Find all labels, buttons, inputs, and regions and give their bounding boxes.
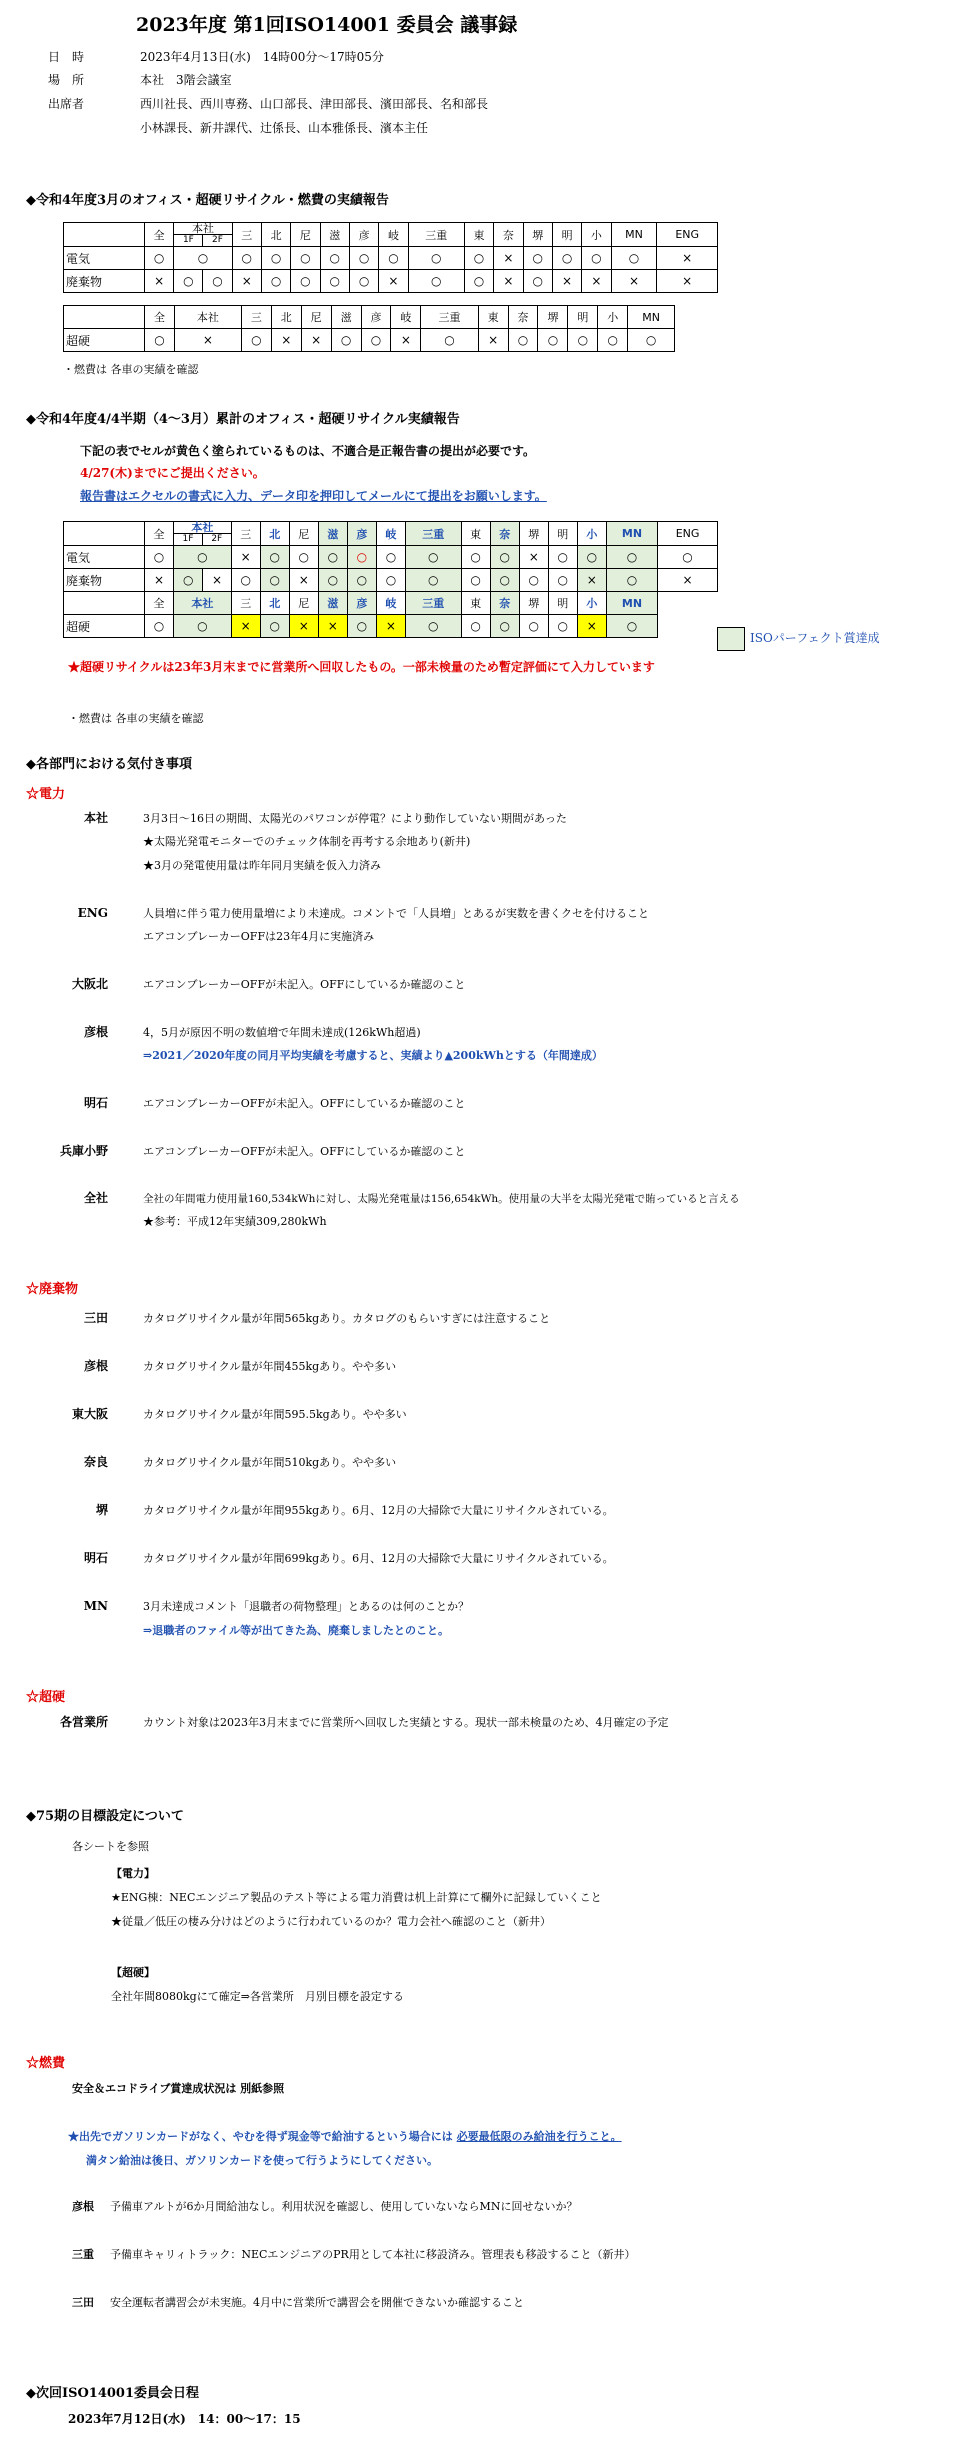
cell: ○ [347,615,376,638]
cell: ○ [548,615,577,638]
section4-line: ★従量／低圧の棲み分けはどのように行われているのか？電力会社へ確認のこと（新井） [111,1915,551,1928]
h: 岐 [376,522,405,546]
cell: × [289,569,318,592]
hb: 堺 [538,306,568,329]
cell: ○ [376,569,405,592]
h: 三 [231,592,260,615]
hb: 東 [478,306,508,329]
cell: ○ [260,546,289,569]
finding-line: ★3月の発電使用量は昨年同月実績を仮入力済み [143,859,381,872]
cell: × [301,329,331,352]
nenpi-heading: ☆燃費 [26,2056,66,2071]
h: 岐 [376,592,405,615]
s1-row-denki [64,247,718,270]
cell: ○ [548,546,577,569]
h-san: 三 [232,223,261,247]
hb: 岐 [391,306,421,329]
s1-row-haiki [64,270,718,293]
section4-ref: 各シートを参照 [72,1840,149,1853]
h: MN [606,592,657,615]
hb: 三重 [421,306,478,329]
dept-label: 三重 [72,2248,94,2261]
finding-line: エアコンブレーカーOFFが未記入。OFFにしているか確認のこと [143,1097,466,1110]
cell: × [657,270,718,293]
h-honsha-label: 本社 [191,222,214,235]
haikibutsu-heading: ☆廃棄物 [26,1282,79,1297]
cell: × [658,569,718,592]
dept-label: 大阪北 [71,977,108,991]
cell: × [145,270,174,293]
section1-heading: ◆令和4年度3月のオフィス・超硬リサイクル・燃費の実績報告 [26,193,389,208]
cell: ○ [461,615,490,638]
cell: × [231,546,260,569]
row-label: 廃棄物 [64,270,145,293]
cell: ○ [523,270,552,293]
cell: × [494,270,523,293]
h-mie: 三重 [408,223,464,247]
h: 尼 [289,592,318,615]
cell: ○ [318,546,347,569]
h: 尼 [289,522,318,546]
dept-label: 明石 [83,1551,108,1565]
cell: ○ [628,329,675,352]
empty [658,592,718,615]
cell: ○ [145,247,174,270]
empty [658,615,718,638]
h: 三重 [405,522,461,546]
h-akashi: 明 [552,223,581,247]
cell: ○ [611,247,657,270]
finding-line: 4，5月が原因不明の数値増で年間未達成(126kWh超過) [143,1026,421,1039]
meta-date-value: 2023年4月13日(水) 14時00分～17時05分 [140,50,384,64]
finding-line: エアコンブレーカーOFFが未記入。OFFにしているか確認のこと [143,1145,466,1158]
h: ENG [658,522,718,546]
s2-row-denki [64,546,718,569]
section4-line: ★ENG棟：NECエンジニア製品のテスト等による電力消費は机上計算にて欄外に記録していくこと [111,1891,602,1904]
section2-heading: ◆令和4年度4/4半期（4～3月）累計のオフィス・超硬リサイクル実績報告 [26,412,460,427]
h: 堺 [519,592,548,615]
finding-line: 3月未達成コメント「退職者の荷物整理」とあるのは何のことか？ [143,1600,469,1613]
next-meeting-date: 2023年7月12日(水) 14：00～17：15 [68,2412,301,2426]
nenpi-note-1a: ★出先でガソリンカードがなく、やむを得ず現金等で給油するという場合には [68,2130,457,2143]
h: 三重 [405,592,461,615]
h: 北 [260,522,289,546]
meta-date-label: 日 時 [48,50,85,64]
dept-label: 明石 [83,1096,108,1110]
cell: × [271,329,301,352]
finding-line: カタログリサイクル量が年間595.5kgあり。やや多い [143,1408,407,1421]
finding-line: ★参考：平成12年実績309,280kWh [143,1215,327,1228]
finding-line: カタログリサイクル量が年間510kgあり。やや多い [143,1456,397,1469]
hb: 全 [145,306,175,329]
h: 小 [577,522,606,546]
section4-chouko-label: 【超硬】 [111,1966,155,1979]
h: 明 [548,592,577,615]
dept-label: 彦根 [83,1025,108,1039]
section2-deadline: 4/27(木)までにご提出ください。 [80,466,265,480]
blank-label [64,592,145,615]
cell: × [494,247,523,270]
finding-line: 人員増に伴う電力使用量増により未達成。コメントで「人員増」とあるが実数を書くクセを付けること [143,907,649,920]
corner-cell [64,223,145,247]
row-label: 電気 [64,247,145,270]
nenpi-note-1 [68,2130,622,2144]
section2-instruction: 報告書はエクセルの書式に入力、データ印を押印してメールにて提出をお願いします。 [80,489,547,503]
cell: ○ [461,546,490,569]
cell: ○ [261,247,290,270]
cell: ○ [347,546,376,569]
dept-label: 彦根 [72,2200,94,2213]
cell: ○ [490,615,519,638]
cell: ○ [421,329,478,352]
dept-label: 三田 [72,2296,94,2309]
cell: ○ [658,546,718,569]
cell: ○ [464,270,493,293]
cell: ○ [405,615,461,638]
cell: ○ [145,615,174,638]
cell: × [582,270,611,293]
cell: ○ [606,569,657,592]
h-1f: 1F [174,534,203,545]
cell: ○ [552,247,581,270]
h: 三 [231,522,260,546]
cell: ○ [289,546,318,569]
h-nara: 奈 [494,223,523,247]
hb: 奈 [508,306,538,329]
cell: × [611,270,657,293]
section4-line: 全社年間8080kgにて確定⇒各営業所 月別目標を設定する [111,1990,404,2003]
h: 小 [577,592,606,615]
cell: ○ [490,546,519,569]
cell: ○ [405,546,461,569]
cell: ○ [582,247,611,270]
cell: ○ [598,329,628,352]
dept-label: 彦根 [83,1359,108,1373]
section1-table-b [63,305,675,352]
cell: ○ [519,569,548,592]
cell: × [519,546,548,569]
denryoku-heading: ☆電力 [26,787,66,802]
cell: ○ [232,247,261,270]
h-shiga: 滋 [320,223,349,247]
section1-note: ・燃費は 各車の実績を確認 [63,363,199,376]
cell: ○ [347,569,376,592]
cell: ○ [320,247,349,270]
cell: ○ [519,615,548,638]
s1-row-chouko [64,329,675,352]
cell: × [478,329,508,352]
cell: × [289,615,318,638]
section2-note: ・燃費は 各車の実績を確認 [68,712,204,725]
chouko-heading: ☆超硬 [26,1690,66,1705]
finding-line: カウント対象は2023年3月末までに営業所へ回収した実績とする。現状一部未検量のため、4月確定の予定 [143,1716,669,1729]
cell: × [577,569,606,592]
dept-label: 堺 [95,1503,108,1517]
row-label: 電気 [64,546,145,569]
finding-line: 予備車アルトが6か月間給油なし。利用状況を確認し、使用していないならMNに回せないか？ [110,2200,578,2213]
cell: ○ [361,329,391,352]
cell: ○ [606,546,657,569]
hb: 本社 [174,306,241,329]
cell: ○ [577,546,606,569]
corner-cell [64,306,145,329]
h: 奈 [490,522,519,546]
h: 彦 [347,592,376,615]
cell: ○ [349,270,378,293]
nenpi-note-2: 満タン給油は後日、ガソリンカードを使って行うようにしてください。 [86,2154,438,2167]
finding-line: 全社の年間電力使用量160,534kWhに対し、太陽光発電量は156,654kWh。使用量の大半を太陽光発電で賄っていると言える [143,1193,740,1205]
cell: ○ [291,270,320,293]
hb: 北 [271,306,301,329]
dept-label: MN [83,1599,108,1613]
cell: ○ [349,247,378,270]
dept-label: 全社 [83,1191,108,1205]
cell: ○ [548,569,577,592]
legend-swatch [717,627,745,651]
dept-label: 兵庫小野 [59,1144,108,1158]
section2-line1: 下記の表でセルが黄色く塗られているものは、不適合是正報告書の提出が必要です。 [80,444,536,458]
finding-line: カタログリサイクル量が年間699kgあり。6月、12月の大掃除で大量にリサイクルされている。 [143,1552,614,1565]
section1-table-a [63,222,718,293]
h-kita: 北 [261,223,290,247]
dept-label: 東大阪 [71,1407,108,1421]
cell: × [318,615,347,638]
legend-label: ISOパーフェクト賞達成 [750,631,880,645]
cell: × [577,615,606,638]
h-ko: 小 [582,223,611,247]
cell: ○ [408,247,464,270]
cell: × [379,270,408,293]
row-label: 超硬 [64,329,145,352]
cell: ○ [145,329,175,352]
hb: 小 [598,306,628,329]
section2-table-a [63,521,718,638]
row-label: 超硬 [64,615,145,638]
s2-row-haiki [64,569,718,592]
cell: × [203,569,231,592]
cell: ○ [538,329,568,352]
finding-line: カタログリサイクル量が年間565kgあり。カタログのもらいすぎには注意すること [143,1312,551,1325]
cell: × [376,615,405,638]
cell: ○ [318,569,347,592]
finding-response: ⇒退職者のファイル等が出てきた為、廃棄しましたとのこと。 [143,1624,449,1637]
cell: ○ [145,546,174,569]
cell: ○ [606,615,657,638]
h-higashi: 東 [464,223,493,247]
cell: ○ [241,329,271,352]
cell: ○ [174,615,232,638]
cell: ○ [261,270,290,293]
cell: × [552,270,581,293]
cell: ○ [203,270,232,293]
finding-line: カタログリサイクル量が年間955kgあり。6月、12月の大掃除で大量にリサイクルされている。 [143,1504,614,1517]
s2-row-header-b [64,592,718,615]
row-label: 廃棄物 [64,569,145,592]
cell: ○ [405,569,461,592]
h-zen: 全 [145,223,174,247]
cell: ○ [174,546,232,569]
cell: ○ [408,270,464,293]
finding-line: 3月3日～16日の期間、太陽光のパワコンが停電？により動作していない期間があった [143,812,567,825]
h: 東 [461,592,490,615]
section4-denryoku-label: 【電力】 [111,1867,155,1880]
hb: 尼 [301,306,331,329]
meta-place-label: 場 所 [48,73,85,87]
dept-label: 奈良 [83,1455,108,1469]
h: 全 [145,522,174,546]
h: 明 [548,522,577,546]
h: 本社 [174,592,232,615]
finding-line: 予備車キャリィトラック：NECエンジニアのPR用として本社に移設済み。管理表も移設すること（新井） [110,2248,636,2261]
finding-line: ★太陽光発電モニターでのチェック体制を再考する余地あり(新井) [143,835,471,848]
cell: × [231,615,260,638]
h-honsha-label: 本社 [191,521,214,534]
h: MN [606,522,657,546]
cell: ○ [461,569,490,592]
h-sakai: 堺 [523,223,552,247]
cell: × [145,569,174,592]
h: 滋 [318,522,347,546]
cell: × [391,329,421,352]
cell: ○ [523,247,552,270]
cell: ○ [331,329,361,352]
meta-attendees-value-2: 小林課長、新井課代、辻係長、山本雅係長、濱本主任 [140,121,429,135]
hb: MN [628,306,675,329]
cell: × [232,270,261,293]
cell: ○ [464,247,493,270]
h-2f: 2F [212,235,223,245]
h-gi: 岐 [379,223,408,247]
dept-label: ENG [77,906,108,920]
finding-response: ⇒2021／2020年度の同月平均実績を考慮すると、実績より▲200kWhとする（年間達成） [143,1049,603,1062]
h: 滋 [318,592,347,615]
hb: 三 [241,306,271,329]
h: 北 [260,592,289,615]
cell: ○ [320,270,349,293]
h-eng: ENG [657,223,718,247]
meta-place-value: 本社 3階会議室 [140,73,232,87]
section4-heading: ◆75期の目標設定について [26,1809,184,1824]
cell: ○ [174,270,203,293]
finding-line: エアコンブレーカーOFFは23年4月に実施済み [143,930,375,943]
section6-heading: ◆次回ISO14001委員会日程 [26,2386,200,2401]
dept-label: 三田 [83,1311,108,1325]
cell: ○ [260,615,289,638]
cell: ○ [490,569,519,592]
s2-row-chouko [64,615,718,638]
hb: 明 [568,306,598,329]
section3-heading: ◆各部門における気付き事項 [26,757,192,772]
h-honsha [174,522,232,546]
h: 全 [145,592,174,615]
finding-line: 安全運転者講習会が未実施。4月中に営業所で講習会を開催できないか確認すること [110,2296,524,2309]
cell: ○ [376,546,405,569]
page-title: 2023年度 第1回ISO14001 委員会 議事録 [136,14,518,36]
h-ama: 尼 [291,223,320,247]
cell: × [657,247,718,270]
nenpi-note-1u: 必要最低限のみ給油を行うこと。 [456,2130,622,2143]
cell: ○ [231,569,260,592]
dept-label: 各営業所 [59,1715,108,1729]
cell: ○ [174,569,203,592]
h-honsha [174,223,232,247]
finding-line: カタログリサイクル量が年間455kgあり。やや多い [143,1360,397,1373]
nenpi-sub: 安全＆エコドライブ賞達成状況は 別紙参照 [72,2082,285,2095]
cell: ○ [568,329,598,352]
h: 堺 [519,522,548,546]
h-2f: 2F [211,534,223,544]
cell: ○ [379,247,408,270]
cell: ○ [291,247,320,270]
h-hiko: 彦 [349,223,378,247]
hb: 滋 [331,306,361,329]
cell: ○ [174,247,232,270]
meta-attendees-value: 西川社長、西川専務、山口部長、津田部長、濱田部長、名和部長 [140,97,489,111]
section2-warning: ★超硬リサイクルは23年3月末までに営業所へ回収したもの。一部未検量のため暫定評価にて入力しています [68,660,655,674]
h: 奈 [490,592,519,615]
dept-label: 本社 [83,811,108,825]
h-mn: MN [611,223,657,247]
hb: 彦 [361,306,391,329]
cell: ○ [508,329,538,352]
h: 東 [461,522,490,546]
meta-attendees-label: 出席者 [48,97,85,111]
cell: × [174,329,241,352]
h: 彦 [347,522,376,546]
h-1f: 1F [174,235,203,246]
corner-cell [64,522,145,546]
cell: ○ [260,569,289,592]
finding-line: エアコンブレーカーOFFが未記入。OFFにしているか確認のこと [143,978,466,991]
